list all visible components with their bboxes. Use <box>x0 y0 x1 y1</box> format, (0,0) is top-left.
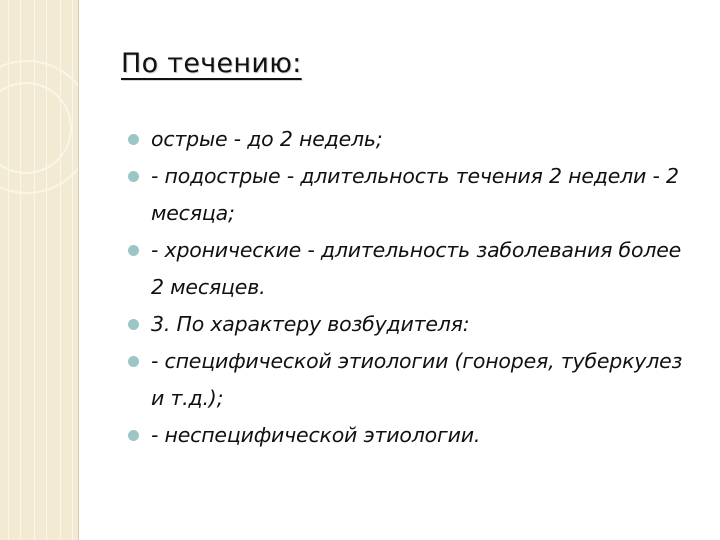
bullet-text: - хронические - длительность заболевания более 2 месяцев. <box>151 238 682 299</box>
bullet-item <box>128 343 698 417</box>
bullet-dot-icon <box>128 171 139 182</box>
decorative-sidebar <box>0 0 79 540</box>
bullet-text: острые - до 2 недель; <box>151 127 383 151</box>
slide-content <box>78 0 720 540</box>
bullet-dot-icon <box>128 430 139 441</box>
bullet-item <box>128 121 698 158</box>
bullet-item <box>128 158 698 232</box>
bullet-text: - подострые - длительность течения 2 недели - 2 месяца; <box>151 164 679 225</box>
bullet-dot-icon <box>128 245 139 256</box>
bullet-item <box>128 232 698 306</box>
bullet-dot-icon <box>128 356 139 367</box>
bullet-list <box>128 121 698 454</box>
bullet-item <box>128 306 698 343</box>
bullet-item <box>128 417 698 454</box>
bullet-dot-icon <box>128 319 139 330</box>
slide-title: По течению: <box>121 48 302 79</box>
bullet-text: - неспецифической этиологии. <box>151 423 481 447</box>
bullet-dot-icon <box>128 134 139 145</box>
bullet-text: - специфической этиологии (гонорея, туберкулез и т.д.); <box>151 349 683 410</box>
bullet-text: 3. По характеру возбудителя: <box>151 312 470 336</box>
